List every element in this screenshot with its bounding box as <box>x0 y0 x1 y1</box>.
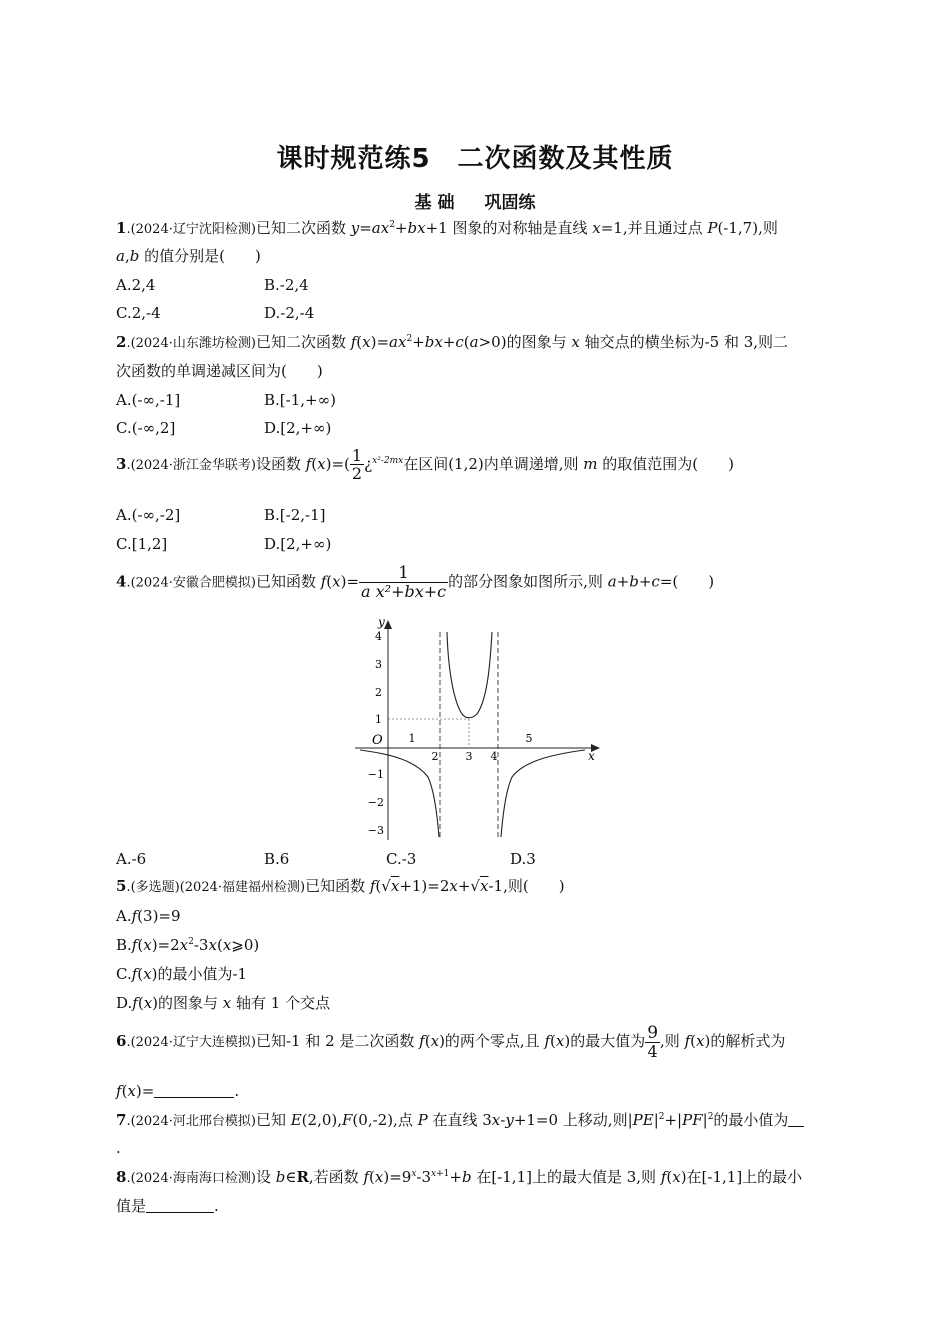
q7-number: 7 <box>116 1111 127 1129</box>
q7-text: +1=0 上移动,则| <box>513 1111 633 1129</box>
q4-text: 的部分图象如图所示,则 <box>448 572 608 591</box>
q3-text: 的取值范围为( ) <box>597 455 735 473</box>
q6-fraction-numerator: 9 <box>647 1022 659 1043</box>
page-title: 课时规范练5 二次函数及其性质 <box>276 144 674 174</box>
section-heading-left: 基 础 <box>414 193 455 213</box>
q5-option-d-text: 轴有 1 个交点 <box>231 994 331 1012</box>
q4-text: =( ) <box>659 572 715 591</box>
q3-glyph: ¿ <box>364 455 373 473</box>
q3-source: .(2024·浙江金华联考) <box>126 458 256 473</box>
q5-option-d[interactable]: D.f(x)的图象与 x 轴有 1 个交点 <box>116 994 331 1012</box>
q1-option-b[interactable]: B.-2,4 <box>264 276 309 294</box>
section-heading <box>0 188 950 213</box>
q2-number: 2 <box>116 333 127 351</box>
q1-text: 的值分别是( ) <box>139 247 261 265</box>
q5-text: 已知函数 <box>305 877 370 895</box>
q6-text: )的最大值为 <box>564 1032 646 1050</box>
q3-fraction <box>350 448 364 482</box>
q6-source: .(2024·辽宁大连模拟) <box>126 1035 256 1050</box>
q4-option-d[interactable]: D.3 <box>510 850 536 868</box>
q7-text: (2,0), <box>301 1111 342 1129</box>
q5-number: 5 <box>116 877 127 895</box>
q1-option-a[interactable]: A.2,4 <box>116 276 156 294</box>
q5-option-b-text: -3 <box>193 936 209 954</box>
q1-option-c[interactable]: C.2,-4 <box>116 304 161 322</box>
q8-text: 在[-1,1]上的最大值是 3,则 <box>471 1168 661 1186</box>
q7-text: 在直线 3 <box>427 1111 492 1129</box>
q6-text: ,则 <box>660 1032 685 1050</box>
q5-source: .(多选题)(2024·福建福州检测) <box>126 880 306 895</box>
q5-option-d-label: D. <box>116 994 133 1012</box>
q5-option-d-text: )的图象与 <box>152 994 223 1012</box>
q4-line-1: 4.(2024·安徽合肥模拟)已知函数 f(x)= $\frac{1}{\text{a x²+bx+c}}$ 的部分图象如图所示,则 a+b+c=( ) <box>116 563 715 601</box>
q7-text: 已知 <box>255 1111 291 1129</box>
q1-option-d[interactable]: D.-2,-4 <box>264 304 315 322</box>
q5-option-b-text: )=2 <box>151 936 180 954</box>
x-axis-label: x <box>588 749 595 763</box>
q5-text: +1)=2 <box>399 877 450 895</box>
x-tick-4: 4 <box>490 750 498 763</box>
q1-number: 1 <box>116 219 127 237</box>
y-axis-label: y <box>378 615 385 629</box>
q4-function-graph <box>350 612 610 844</box>
q3-text: 设函数 <box>255 455 306 473</box>
q7-text: +| <box>664 1111 683 1129</box>
q3-option-d[interactable]: D.[2,+∞) <box>264 535 332 553</box>
y-tick-1: 1 <box>375 713 382 726</box>
q4-fraction-numerator: 1 <box>398 563 409 583</box>
y-tick-2: 2 <box>375 686 382 699</box>
q4-option-a[interactable]: A.-6 <box>116 850 147 868</box>
q8-answer-blank[interactable] <box>146 1198 214 1213</box>
x-tick-2: 2 <box>431 750 439 763</box>
q7-answer-blank[interactable] <box>788 1112 804 1127</box>
q5-option-b-text: ( <box>137 936 144 954</box>
q6-text: 已知-1 和 2 是二次函数 <box>255 1032 420 1050</box>
curve-right-branch <box>501 750 585 837</box>
q8-text: . <box>214 1197 219 1215</box>
q4-text: 已知函数 <box>255 572 321 591</box>
q4-source: .(2024·安徽合肥模拟) <box>126 575 256 591</box>
x-tick-5: 5 <box>525 732 533 745</box>
q3-option-b[interactable]: B.[-2,-1] <box>264 506 326 524</box>
q2-option-a[interactable]: A.(-∞,-1] <box>116 391 181 409</box>
q3-exponent: x²-2mx <box>372 456 404 466</box>
y-tick-3: 3 <box>375 658 382 671</box>
q8-text: -3 <box>416 1168 432 1186</box>
x-tick-1: 1 <box>408 732 416 745</box>
q1-text: 已知二次函数 <box>255 219 351 237</box>
q4-fraction-denominator: a x²+bx+c <box>361 582 447 601</box>
q2-text: 轴交点的横坐标为-5 和 3,则二 <box>579 333 789 351</box>
q4-option-b[interactable]: B.6 <box>264 850 290 868</box>
q6-text: )的解析式为 <box>704 1032 786 1050</box>
q3-option-c[interactable]: C.[1,2] <box>116 535 168 553</box>
q6-text: . <box>234 1082 240 1100</box>
q7-text: (0,-2),点 <box>352 1111 418 1129</box>
q7-text: 的最小值为 <box>713 1111 789 1129</box>
q8-line-1: 8.(2024·海南海口检测)设 b∈R,若函数 $f(x)=9^x-3^{x+1}+b$ 在[-1,1]上的最大值是 3,则 f(x)在[-1,1]上的最小 <box>116 1168 803 1186</box>
q8-text: )=9 <box>383 1168 412 1186</box>
q1-text: (-1,7),则 <box>717 219 778 237</box>
q4-option-c[interactable]: C.-3 <box>386 850 417 868</box>
q6-line-2: f(x)= . <box>116 1082 240 1100</box>
q2-text: >0)的图象与 <box>478 333 572 351</box>
curve-middle-branch <box>447 632 492 718</box>
q1-line-1: 1.(2024·辽宁沈阳检测)已知二次函数 $y=ax^2+bx+1$ 图象的对称轴是直线 x=1,并且通过点 P(-1,7),则 <box>116 219 778 237</box>
q6-text: )= <box>135 1082 155 1100</box>
y-axis-arrow <box>384 620 392 629</box>
q3-fraction-numerator: 1 <box>351 446 363 465</box>
q8-text: 设 <box>255 1168 276 1186</box>
q3-option-a[interactable]: A.(-∞,-2] <box>116 506 181 524</box>
q3-number: 3 <box>116 455 127 473</box>
q5-option-b[interactable]: $B.f(x)=2x^2-3x(x⩾0)$ <box>116 936 260 954</box>
q6-line-1: 6.(2024·辽宁大连模拟)已知-1 和 2 是二次函数 f(x)的两个零点,且 f(x)的最大值为 $\frac{9}{4}$ ,则 f(x)的解析式为 <box>116 1022 786 1061</box>
q3-text: 在区间(1,2)内单调递增,则 <box>403 455 584 473</box>
q5-line-1: 5.(多选题)(2024·福建福州检测)已知函数 f(√x+1)=2x+√x-1,则( ) <box>116 877 565 895</box>
q5-text: -1,则( ) <box>488 877 565 895</box>
section-heading-right: 巩固练 <box>484 193 536 213</box>
q7-line-1: 7.(2024·河北邢台模拟)已知 E(2,0),F(0,-2),点 P 在直线 3x-y+1=0 上移动,则$|PE|^2+|PF|^2$的最小值为 <box>116 1110 804 1132</box>
q2-option-c[interactable]: C.(-∞,2] <box>116 419 176 437</box>
q2-text: 已知二次函数 <box>255 333 351 351</box>
q8-text: 值是 <box>116 1197 147 1215</box>
q4-fraction <box>359 565 448 600</box>
q1-line-2: a,b 的值分别是( ) <box>116 247 261 265</box>
q1-text: 图象的对称轴是直线 <box>447 219 593 237</box>
q5-option-c-label: C. <box>116 965 132 983</box>
x-tick-3: 3 <box>465 750 473 763</box>
q7-source: .(2024·河北邢台模拟) <box>126 1114 256 1129</box>
q6-number: 6 <box>116 1032 127 1050</box>
q5-option-c[interactable]: C.f(x)的最小值为-1 <box>116 965 248 983</box>
q2-option-b[interactable]: B.[-1,+∞) <box>264 391 336 409</box>
q7-text: | <box>653 1111 659 1129</box>
q6-fraction-denominator: 4 <box>645 1042 660 1060</box>
q8-source: .(2024·海南海口检测) <box>126 1171 256 1186</box>
q8-line-2 <box>116 1196 219 1216</box>
y-tick-neg2: −2 <box>367 796 384 809</box>
q5-option-c-text: )的最小值为-1 <box>151 965 248 983</box>
q5-option-a-text: (3)=9 <box>137 907 181 925</box>
y-tick-neg3: −3 <box>367 824 384 837</box>
q1-source: .(2024·辽宁沈阳检测) <box>126 222 256 237</box>
q6-text: )的两个零点,且 <box>439 1032 545 1050</box>
origin-label: O <box>372 733 383 748</box>
q8-text: ,若函数 <box>308 1168 364 1186</box>
q2-line-2: 次函数的单调递减区间为( ) <box>116 362 323 380</box>
q5-option-b-label: B. <box>116 936 132 954</box>
q8-number: 8 <box>116 1168 127 1186</box>
q2-source: .(2024·山东潍坊检测) <box>126 336 256 351</box>
q4-number: 4 <box>116 572 127 591</box>
y-tick-neg1: −1 <box>367 768 384 781</box>
q6-fraction <box>645 1022 660 1061</box>
q5-option-a[interactable]: A.f(3)=9 <box>116 907 181 925</box>
q2-option-d[interactable]: D.[2,+∞) <box>264 419 332 437</box>
q5-option-a-label: A. <box>116 907 132 925</box>
q3-fraction-denominator: 2 <box>351 464 363 483</box>
y-tick-4: 4 <box>375 630 382 643</box>
q3-line-1: 3.(2024·浙江金华联考)设函数 f(x)=( $\frac{1}{2}$ ¿$^{x^2-2mx}$在区间(1,2)内单调递增,则 m 的取值范围为( ) <box>116 446 735 483</box>
q1-text: =1,并且通过点 <box>600 219 708 237</box>
q6-answer-blank[interactable] <box>154 1083 234 1098</box>
q5-option-b-text: ⩾0) <box>231 936 260 954</box>
q8-text: )在[-1,1]上的最小 <box>680 1168 803 1186</box>
q2-line-1: 2.(2024·山东潍坊检测)已知二次函数 $f(x)=ax^2+bx+c(a>0)$的图象与 x 轴交点的横坐标为-5 和 3,则二 <box>116 333 789 351</box>
q7-line-2: . <box>116 1139 121 1157</box>
